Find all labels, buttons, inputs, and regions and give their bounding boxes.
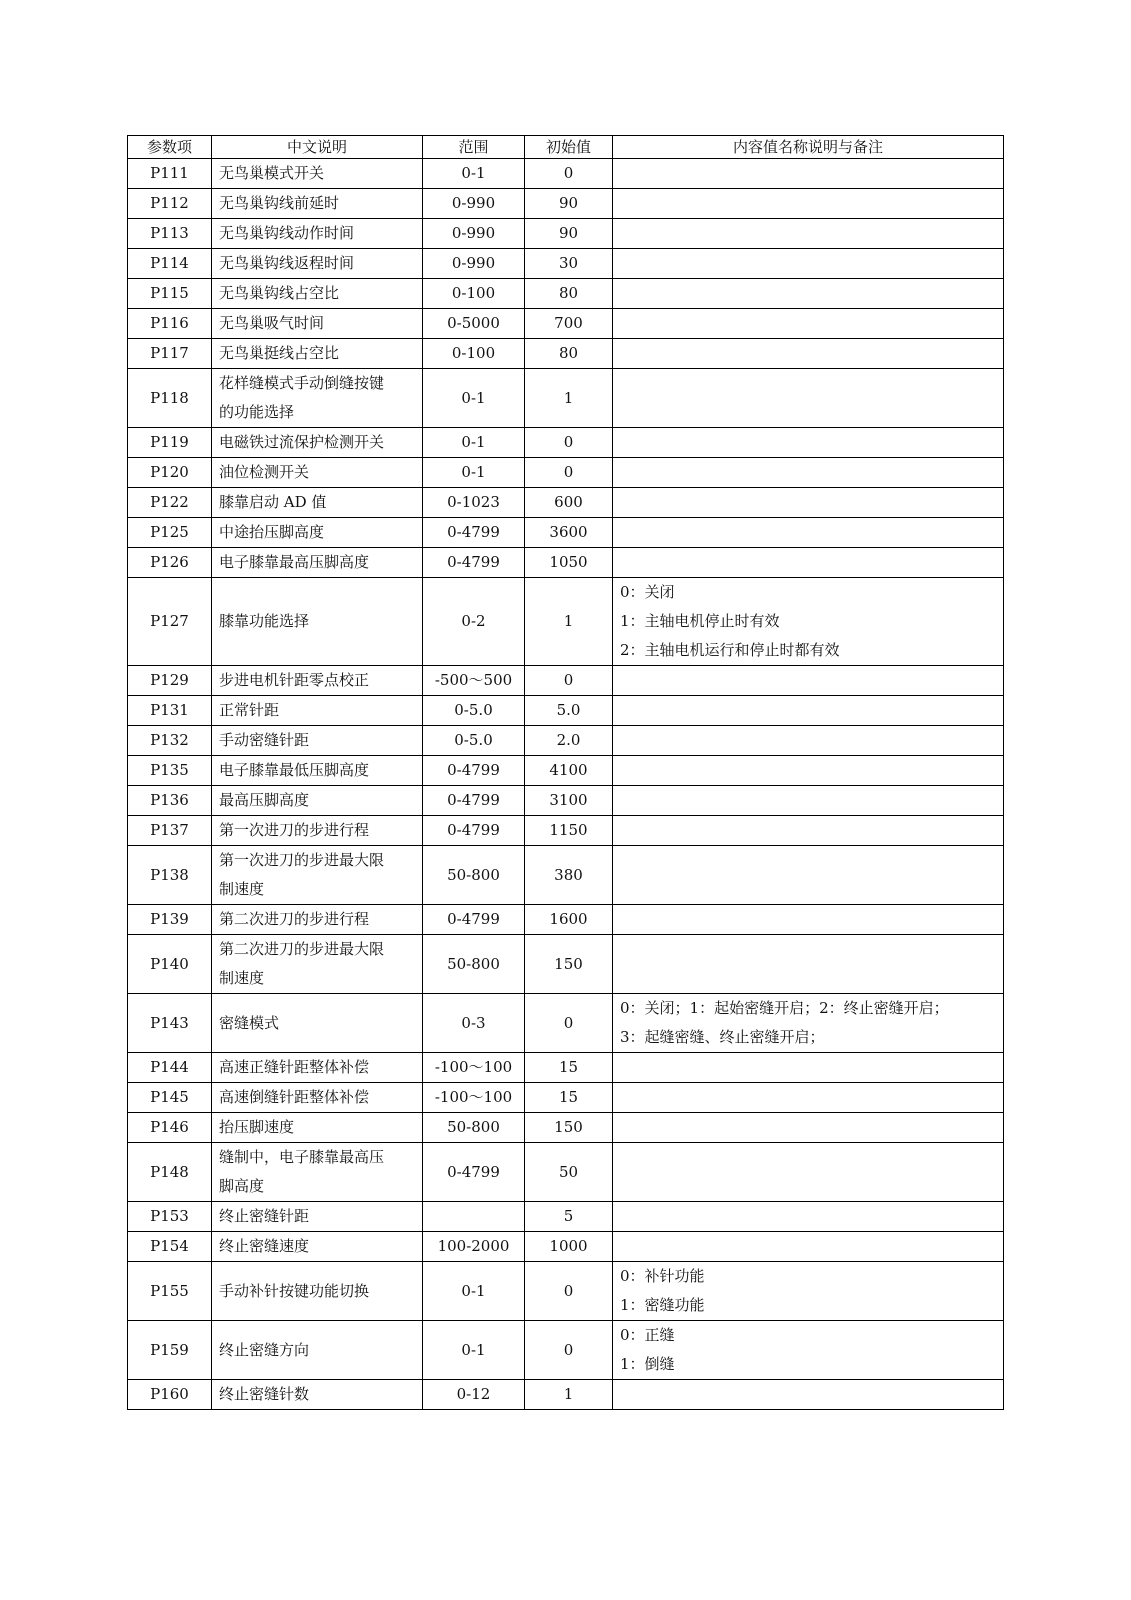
param-range: -500～500 xyxy=(423,666,525,696)
table-row xyxy=(128,994,1004,1053)
param-code: P114 xyxy=(128,249,212,279)
note-line: 0：关闭；1：起始密缝开启；2：终止密缝开启； xyxy=(620,999,949,1017)
param-code: P155 xyxy=(128,1262,212,1321)
note-line: 1：倒缝 xyxy=(620,1355,675,1373)
param-initial-value: 0 xyxy=(525,994,613,1053)
param-description xyxy=(212,1380,423,1410)
param-note xyxy=(613,935,1004,994)
description-line: 手动密缝针距 xyxy=(219,731,310,749)
param-range: -100～100 xyxy=(423,1083,525,1113)
description-line: 无鸟巢钩线动作时间 xyxy=(219,224,355,242)
param-code: P120 xyxy=(128,458,212,488)
param-description xyxy=(212,816,423,846)
param-description xyxy=(212,1113,423,1143)
table-row xyxy=(128,1083,1004,1113)
description-line: 中途抬压脚高度 xyxy=(219,523,325,541)
param-code: P159 xyxy=(128,1321,212,1380)
param-note xyxy=(613,994,1004,1053)
param-range: 0-4799 xyxy=(423,786,525,816)
param-code: P148 xyxy=(128,1143,212,1202)
param-range: 0-4799 xyxy=(423,816,525,846)
param-range: -100～100 xyxy=(423,1053,525,1083)
param-initial-value: 15 xyxy=(525,1053,613,1083)
param-initial-value: 0 xyxy=(525,428,613,458)
param-range: 0-5.0 xyxy=(423,726,525,756)
param-initial-value: 1600 xyxy=(525,905,613,935)
description-line: 抬压脚速度 xyxy=(219,1118,295,1136)
param-description xyxy=(212,1083,423,1113)
param-code: P117 xyxy=(128,339,212,369)
param-code: P146 xyxy=(128,1113,212,1143)
param-code: P144 xyxy=(128,1053,212,1083)
param-range: 0-1 xyxy=(423,1321,525,1380)
param-note xyxy=(613,249,1004,279)
param-description xyxy=(212,548,423,578)
table-row xyxy=(128,696,1004,726)
param-description xyxy=(212,428,423,458)
table-row xyxy=(128,1053,1004,1083)
description-line: 膝靠功能选择 xyxy=(219,612,310,630)
table-row xyxy=(128,428,1004,458)
param-code: P137 xyxy=(128,816,212,846)
description-line: 电子膝靠最高压脚高度 xyxy=(219,553,370,571)
description-line: 无鸟巢吸气时间 xyxy=(219,314,325,332)
param-code: P116 xyxy=(128,309,212,339)
table-row xyxy=(128,1232,1004,1262)
note-line: 1：密缝功能 xyxy=(620,1296,705,1314)
param-initial-value: 150 xyxy=(525,935,613,994)
param-initial-value: 3100 xyxy=(525,786,613,816)
table-row xyxy=(128,666,1004,696)
param-initial-value: 80 xyxy=(525,339,613,369)
param-code: P132 xyxy=(128,726,212,756)
param-note xyxy=(613,1053,1004,1083)
description-line: 脚高度 xyxy=(219,1177,265,1195)
param-note xyxy=(613,159,1004,189)
description-line: 终止密缝速度 xyxy=(219,1237,310,1255)
description-line: 手动补针按键功能切换 xyxy=(219,1281,370,1300)
table-header-row xyxy=(128,136,1004,159)
param-note xyxy=(613,786,1004,816)
description-line: 油位检测开关 xyxy=(219,463,310,481)
param-code: P138 xyxy=(128,846,212,905)
description-line: 第一次进刀的步进行程 xyxy=(219,821,370,839)
table-row xyxy=(128,578,1004,666)
param-range: 100-2000 xyxy=(423,1232,525,1262)
header-notes: 内容值名称说明与备注 xyxy=(613,136,1004,159)
param-range: 0-100 xyxy=(423,339,525,369)
description-line: 的功能选择 xyxy=(219,403,295,421)
param-code: P153 xyxy=(128,1202,212,1232)
param-initial-value: 30 xyxy=(525,249,613,279)
param-code: P139 xyxy=(128,905,212,935)
description-line: 第一次进刀的步进最大限 xyxy=(219,851,385,869)
param-description xyxy=(212,696,423,726)
param-note xyxy=(613,816,1004,846)
param-note xyxy=(613,666,1004,696)
param-description xyxy=(212,846,423,905)
table-row xyxy=(128,935,1004,994)
param-description xyxy=(212,279,423,309)
param-code: P136 xyxy=(128,786,212,816)
param-initial-value: 15 xyxy=(525,1083,613,1113)
param-code: P160 xyxy=(128,1380,212,1410)
note-line: 0：关闭 xyxy=(620,583,675,601)
param-note xyxy=(613,1143,1004,1202)
param-description xyxy=(212,578,423,666)
param-initial-value: 0 xyxy=(525,666,613,696)
param-initial-value: 0 xyxy=(525,159,613,189)
table-row xyxy=(128,1202,1004,1232)
param-description xyxy=(212,458,423,488)
param-range: 0-4799 xyxy=(423,548,525,578)
note-line: 0：补针功能 xyxy=(620,1267,705,1285)
param-description xyxy=(212,1053,423,1083)
param-range: 0-1 xyxy=(423,458,525,488)
param-note xyxy=(613,458,1004,488)
param-description xyxy=(212,905,423,935)
description-line: 终止密缝针数 xyxy=(219,1385,310,1403)
param-range: 0-4799 xyxy=(423,1143,525,1202)
param-description xyxy=(212,488,423,518)
param-range: 0-990 xyxy=(423,249,525,279)
param-note xyxy=(613,219,1004,249)
param-code: P129 xyxy=(128,666,212,696)
table-row xyxy=(128,458,1004,488)
param-initial-value: 3600 xyxy=(525,518,613,548)
table-row xyxy=(128,846,1004,905)
table-row xyxy=(128,1113,1004,1143)
param-range: 0-2 xyxy=(423,578,525,666)
param-code: P119 xyxy=(128,428,212,458)
description-line: 无鸟巢钩线前延时 xyxy=(219,194,340,212)
header-description: 中文说明 xyxy=(212,136,423,159)
note-line: 1：主轴电机停止时有效 xyxy=(620,612,780,630)
param-note xyxy=(613,548,1004,578)
param-code: P115 xyxy=(128,279,212,309)
param-range: 50-800 xyxy=(423,1113,525,1143)
description-line: 高速倒缝针距整体补偿 xyxy=(219,1088,370,1106)
param-code: P125 xyxy=(128,518,212,548)
param-initial-value: 1 xyxy=(525,369,613,428)
param-code: P140 xyxy=(128,935,212,994)
description-line: 终止密缝针距 xyxy=(219,1207,310,1225)
param-initial-value: 80 xyxy=(525,279,613,309)
param-initial-value: 380 xyxy=(525,846,613,905)
param-code: P143 xyxy=(128,994,212,1053)
param-description xyxy=(212,189,423,219)
param-note xyxy=(613,428,1004,458)
table-row xyxy=(128,1380,1004,1410)
param-initial-value: 0 xyxy=(525,458,613,488)
description-line: 第二次进刀的步进最大限 xyxy=(219,940,385,958)
note-line: 3：起缝密缝、终止密缝开启； xyxy=(620,1028,825,1046)
param-code: P122 xyxy=(128,488,212,518)
note-line: 0：正缝 xyxy=(620,1326,675,1344)
param-code: P112 xyxy=(128,189,212,219)
param-range: 0-1 xyxy=(423,428,525,458)
header-range: 范围 xyxy=(423,136,525,159)
table-row xyxy=(128,219,1004,249)
param-code: P131 xyxy=(128,696,212,726)
param-description xyxy=(212,219,423,249)
param-code: P126 xyxy=(128,548,212,578)
table-row xyxy=(128,1143,1004,1202)
param-code: P118 xyxy=(128,369,212,428)
table-row xyxy=(128,309,1004,339)
table-row xyxy=(128,1321,1004,1380)
description-line: 步进电机针距零点校正 xyxy=(219,671,370,689)
description-line: 终止密缝方向 xyxy=(219,1340,310,1359)
table-row xyxy=(128,249,1004,279)
param-initial-value: 50 xyxy=(525,1143,613,1202)
param-description xyxy=(212,309,423,339)
param-range: 0-12 xyxy=(423,1380,525,1410)
table-row xyxy=(128,189,1004,219)
table-body xyxy=(128,159,1004,1410)
param-range: 0-3 xyxy=(423,994,525,1053)
description-line: 花样缝模式手动倒缝按键 xyxy=(219,374,385,392)
param-note xyxy=(613,339,1004,369)
param-note xyxy=(613,1321,1004,1380)
param-note xyxy=(613,696,1004,726)
param-description xyxy=(212,756,423,786)
param-note xyxy=(613,905,1004,935)
header-param-code: 参数项 xyxy=(128,136,212,159)
table-row xyxy=(128,786,1004,816)
description-line: 电磁铁过流保护检测开关 xyxy=(219,433,385,451)
param-code: P145 xyxy=(128,1083,212,1113)
param-range: 0-5000 xyxy=(423,309,525,339)
param-initial-value: 1 xyxy=(525,578,613,666)
table-row xyxy=(128,905,1004,935)
param-description xyxy=(212,1202,423,1232)
param-note xyxy=(613,309,1004,339)
table-row xyxy=(128,1262,1004,1321)
param-note xyxy=(613,1113,1004,1143)
description-line: 最高压脚高度 xyxy=(219,791,310,809)
param-initial-value: 600 xyxy=(525,488,613,518)
param-range: 50-800 xyxy=(423,935,525,994)
param-note xyxy=(613,1232,1004,1262)
param-code: P111 xyxy=(128,159,212,189)
table-row xyxy=(128,548,1004,578)
param-note xyxy=(613,1083,1004,1113)
param-description xyxy=(212,1143,423,1202)
description-line: 高速正缝针距整体补偿 xyxy=(219,1058,370,1076)
param-initial-value: 5.0 xyxy=(525,696,613,726)
param-description xyxy=(212,1232,423,1262)
param-initial-value: 1050 xyxy=(525,548,613,578)
param-description xyxy=(212,994,423,1053)
param-range: 0-4799 xyxy=(423,756,525,786)
param-range xyxy=(423,1202,525,1232)
param-range: 0-100 xyxy=(423,279,525,309)
description-line: 正常针距 xyxy=(219,701,280,719)
param-code: P135 xyxy=(128,756,212,786)
param-initial-value: 5 xyxy=(525,1202,613,1232)
description-line: 膝靠启动 AD 值 xyxy=(219,493,327,511)
table-row xyxy=(128,756,1004,786)
param-initial-value: 700 xyxy=(525,309,613,339)
param-note xyxy=(613,1202,1004,1232)
param-range: 0-1023 xyxy=(423,488,525,518)
param-initial-value: 90 xyxy=(525,219,613,249)
table-row xyxy=(128,726,1004,756)
param-range: 0-1 xyxy=(423,1262,525,1321)
table-row xyxy=(128,369,1004,428)
description-line: 第二次进刀的步进行程 xyxy=(219,910,370,928)
description-line: 无鸟巢模式开关 xyxy=(219,164,325,182)
param-description xyxy=(212,666,423,696)
param-range: 0-4799 xyxy=(423,905,525,935)
description-line: 电子膝靠最低压脚高度 xyxy=(219,761,370,779)
param-initial-value: 1000 xyxy=(525,1232,613,1262)
param-initial-value: 90 xyxy=(525,189,613,219)
param-note xyxy=(613,578,1004,666)
description-line: 制速度 xyxy=(219,969,265,987)
param-range: 0-990 xyxy=(423,189,525,219)
param-description xyxy=(212,369,423,428)
param-note xyxy=(613,279,1004,309)
param-description xyxy=(212,1321,423,1380)
param-initial-value: 150 xyxy=(525,1113,613,1143)
description-line: 密缝模式 xyxy=(219,1013,280,1032)
table-row xyxy=(128,518,1004,548)
param-note xyxy=(613,369,1004,428)
param-code: P113 xyxy=(128,219,212,249)
param-initial-value: 1150 xyxy=(525,816,613,846)
param-initial-value: 0 xyxy=(525,1321,613,1380)
description-line: 无鸟巢钩线返程时间 xyxy=(219,254,355,272)
param-note xyxy=(613,846,1004,905)
param-initial-value: 2.0 xyxy=(525,726,613,756)
table-row xyxy=(128,339,1004,369)
param-range: 0-4799 xyxy=(423,518,525,548)
param-initial-value: 0 xyxy=(525,1262,613,1321)
description-line: 制速度 xyxy=(219,880,265,898)
param-description xyxy=(212,786,423,816)
param-range: 50-800 xyxy=(423,846,525,905)
param-note xyxy=(613,488,1004,518)
param-description xyxy=(212,935,423,994)
param-note xyxy=(613,756,1004,786)
param-note xyxy=(613,518,1004,548)
table-row xyxy=(128,159,1004,189)
param-code: P154 xyxy=(128,1232,212,1262)
param-initial-value: 1 xyxy=(525,1380,613,1410)
param-initial-value: 4100 xyxy=(525,756,613,786)
param-range: 0-990 xyxy=(423,219,525,249)
note-line: 2：主轴电机运行和停止时都有效 xyxy=(620,641,840,659)
param-description xyxy=(212,159,423,189)
table-row xyxy=(128,279,1004,309)
description-line: 无鸟巢挺线占空比 xyxy=(219,344,340,362)
table-row xyxy=(128,488,1004,518)
param-range: 0-1 xyxy=(423,369,525,428)
param-code: P127 xyxy=(128,578,212,666)
param-note xyxy=(613,726,1004,756)
param-description xyxy=(212,249,423,279)
param-range: 0-1 xyxy=(423,159,525,189)
param-description xyxy=(212,518,423,548)
param-description xyxy=(212,726,423,756)
parameter-table xyxy=(127,135,1004,1410)
param-description xyxy=(212,339,423,369)
table-row xyxy=(128,816,1004,846)
param-note xyxy=(613,189,1004,219)
param-note xyxy=(613,1262,1004,1321)
param-description xyxy=(212,1262,423,1321)
param-note xyxy=(613,1380,1004,1410)
description-line: 缝制中，电子膝靠最高压 xyxy=(219,1148,385,1166)
description-line: 无鸟巢钩线占空比 xyxy=(219,284,340,302)
header-initial-value: 初始值 xyxy=(525,136,613,159)
param-range: 0-5.0 xyxy=(423,696,525,726)
